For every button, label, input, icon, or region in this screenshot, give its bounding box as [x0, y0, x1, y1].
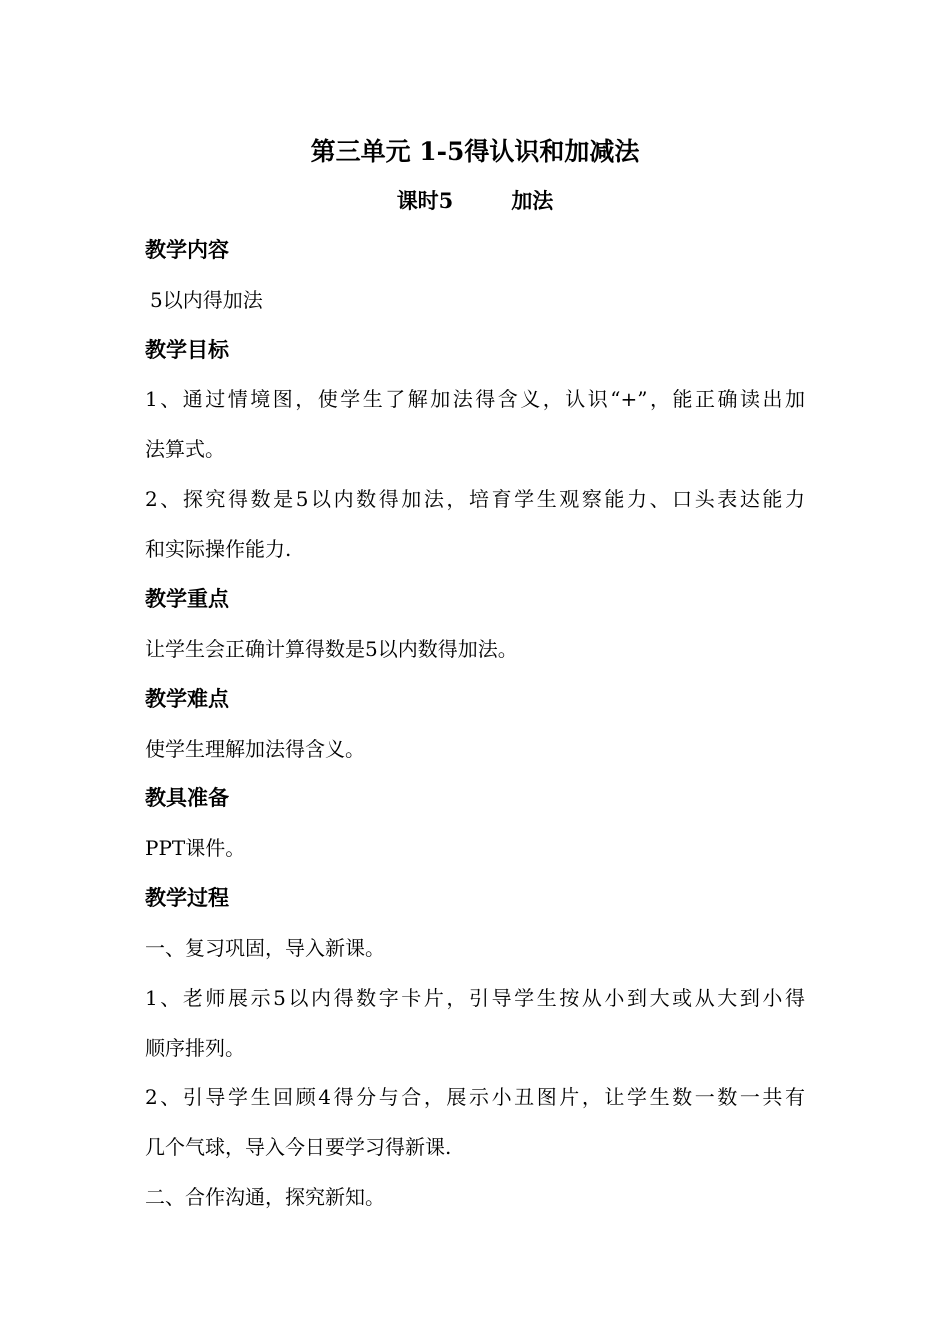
document-title: 第三单元 1-5得认识和加减法: [310, 137, 640, 166]
key-points-text: 让学生会正确计算得数是5以内数得加法。: [145, 637, 518, 661]
process-step-1-2-line-2: 几个气球，导入今日要学习得新课.: [145, 1135, 452, 1159]
process-step-1: 一、复习巩固，导入新课。: [145, 936, 385, 960]
lesson-number: 课时5: [396, 188, 454, 213]
process-step-1-1-line-1: 1、老师展示5以内得数字卡片，引导学生按从小到大或从大到小得: [145, 986, 805, 1010]
key-points-heading: 教学重点: [145, 586, 229, 611]
process-step-2: 二、合作沟通，探究新知。: [145, 1185, 385, 1209]
document-subtitle: [0, 183, 950, 219]
difficulty-text: 使学生理解加法得含义。: [145, 737, 365, 761]
goal-2-line-2: 和实际操作能力.: [145, 537, 292, 561]
content-heading: 教学内容: [145, 237, 229, 262]
process-step-1-2-line-1: 2、引导学生回顾4得分与合，展示小丑图片，让学生数一数一共有: [145, 1085, 805, 1109]
content-text: 5以内得加法: [150, 288, 263, 312]
tools-heading: 教具准备: [145, 785, 229, 810]
goal-2-line-1: 2、探究得数是5以内数得加法，培育学生观察能力、口头表达能力: [145, 487, 805, 511]
process-heading: 教学过程: [145, 885, 229, 910]
tools-text: PPT课件。: [145, 836, 246, 860]
difficulty-heading: 教学难点: [145, 686, 229, 711]
goals-heading: 教学目标: [145, 337, 229, 362]
process-step-1-1-line-2: 顺序排列。: [145, 1036, 245, 1060]
lesson-topic: 加法: [511, 188, 554, 213]
goal-1-line-2: 法算式。: [145, 437, 225, 461]
goal-1-line-1: 1、通过情境图，使学生了解加法得含义，认识“+”，能正确读出加: [145, 387, 805, 411]
